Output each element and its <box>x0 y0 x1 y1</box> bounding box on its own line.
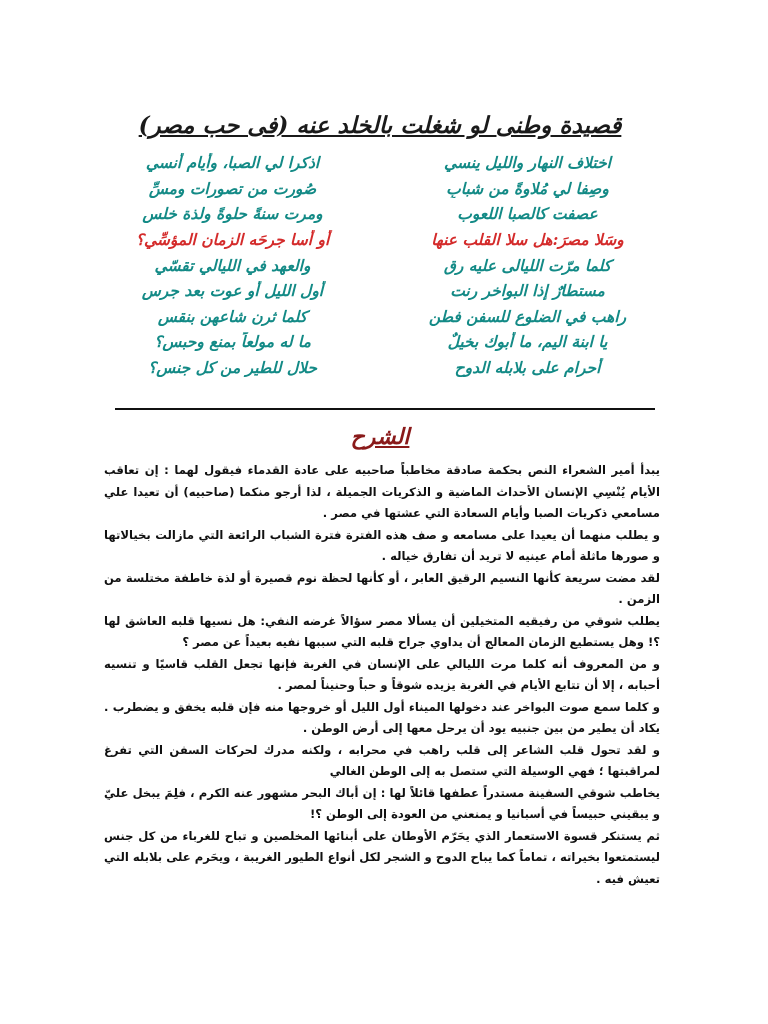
explanation-paragraph: و من المعروف أنه كلما مرت الليالي على الإنسان في الغربة فإنها تجعل القلب قاسيًا و تنسيه أحبابه ، إلا أن تتابع الأيام في الغربة يزيده شوقاً و حباً وحنيناً لمصر . <box>104 656 660 692</box>
poem-verses <box>95 150 665 382</box>
explanation-paragraph: لقد مضت سريعة كأنها النسيم الرقيق العابر ، أو كأنها لحظة نوم قصيرة أو لذة خاطفة مختلسة من الزمن . <box>104 570 660 606</box>
verse-first-hemistich: راهب في الضلوع للسفن فطن <box>428 306 627 326</box>
verse-second-hemistich: ما له مولعاً بمنع وحبس؟ <box>154 332 311 352</box>
explanation-paragraph: يبدأ أمير الشعراء النص بحكمة صادقة مخاطباً صاحبيه على عادة القدماء فيقول لهما : إن تعاقب الأيام يُنْسِي الإنسان الأحداث الماضية و الذكريات الجميلة ، لذا أرجو منكما (صاحبيه) أن تعيدا علي مسامعي ذكريات الصبا وأيام السعادة التي عشتها في مصر . <box>104 463 660 520</box>
section-divider <box>115 408 655 410</box>
explanation-paragraph: و يطلب منهما أن يعيدا على مسامعه و صف هذه الفترة فترة الشباب الرائعة التي مازالت بخيالاتها و صورها ماثلة أمام عينيه لا تريد أن تفارق خياله . <box>104 527 660 563</box>
verse-first-hemistich: وسَلا مصرَ:هل سلا القلب عنها <box>431 230 624 250</box>
verse-first-hemistich: مستطارٌ إذا البواخر رنت <box>450 281 605 301</box>
verse-second-hemistich: اذكرا لي الصبا، وأيام أنسي <box>145 153 320 173</box>
explanation-body <box>104 460 660 990</box>
verse-first-hemistich: كلما مرّت الليالى عليه رق <box>443 255 612 275</box>
poem-title: قصيدة وطنى لو شغلت بالخلد عنه (فى حب مصر) <box>138 112 622 139</box>
verse-first-hemistich: اختلاف النهار والليل ينسي <box>444 153 611 173</box>
verse-row <box>95 304 665 330</box>
verse-row <box>95 329 665 355</box>
explanation-paragraph: يطلب شوقي من رفيقيه المتخيلين أن يسألا مصر سؤالاً غرضه النفي: هل نسيها قلبه العاشق لها ؟! وهل يستطيع الزمان المعالج أن يداوي جراح قلبه التي سببها نفيه بعيداً عن مصر ؟ <box>104 613 660 649</box>
verse-second-hemistich: أول الليل أو عوت بعد جرس <box>141 281 324 301</box>
explanation-heading: الشرح <box>350 424 410 450</box>
verse-row <box>95 355 665 381</box>
verse-row <box>95 201 665 227</box>
explanation-paragraph: يخاطب شوقي السفينة مستدراً عطفها قائلاً لها : إن أباك البحر مشهور عنه الكرم ، فلِمَ يبخل عليّ و يبقيني حبيساً في أسبانيا و يمنعني من العودة إلى الوطن ؟! <box>104 785 660 821</box>
verse-row <box>95 252 665 278</box>
explanation-paragraph: و لقد تحول قلب الشاعر إلى قلب راهب في محرابه ، ولكنه مدرك لحركات السفن التي تفرغ لمراقبتها ؛ فهي الوسيلة التي ستصل به إلى الوطن الغالي <box>104 742 660 778</box>
verse-second-hemistich: ومرت سنةً حلوةً ولذة خلس <box>142 204 323 224</box>
verse-row-highlighted <box>95 227 665 253</box>
verse-second-hemistich: أو أسا جرحَه الزمان المؤسِّي؟ <box>135 230 330 250</box>
verse-second-hemistich: والعهد في الليالي تقسّي <box>154 255 311 275</box>
verse-row <box>95 278 665 304</box>
verse-row <box>95 176 665 202</box>
explanation-paragraph: ثم يستنكر قسوة الاستعمار الذي يحَرّم الأوطان على أبنائها المخلصين و تباح للغرباء من كل جنس ليستمتعوا بخيراته ، تماماً كما يباح الدوح و الشجر لكل أنواع الطيور الغريبة ، ويحَرم على بلابله التي تعيش فيه . <box>104 828 660 886</box>
verse-first-hemistich: أحرام على بلابله الدوح <box>454 358 601 378</box>
verse-first-hemistich: يا ابنة اليم، ما أبوك بخيلٌ <box>447 332 608 352</box>
verse-row <box>95 150 665 176</box>
verse-first-hemistich: وصِفا لي مُلاوةً من شبابٍ <box>446 178 609 198</box>
verse-second-hemistich: كلما ثرن شاعهن بنقس <box>157 306 308 326</box>
verse-first-hemistich: عصفت كالصبا اللعوب <box>457 204 598 224</box>
verse-second-hemistich: صُورت من تصورات ومسِّ <box>148 178 317 198</box>
verse-second-hemistich: حلال للطير من كل جنس؟ <box>148 358 317 378</box>
explanation-paragraph: و كلما سمع صوت البواخر عند دخولها الميناء أول الليل أو خروجها منه فإن قلبه يخفق و يضطرب . يكاد أن يطير من بين جنبيه يود أن يرحل معها إلى أرض الوطن . <box>104 699 660 735</box>
